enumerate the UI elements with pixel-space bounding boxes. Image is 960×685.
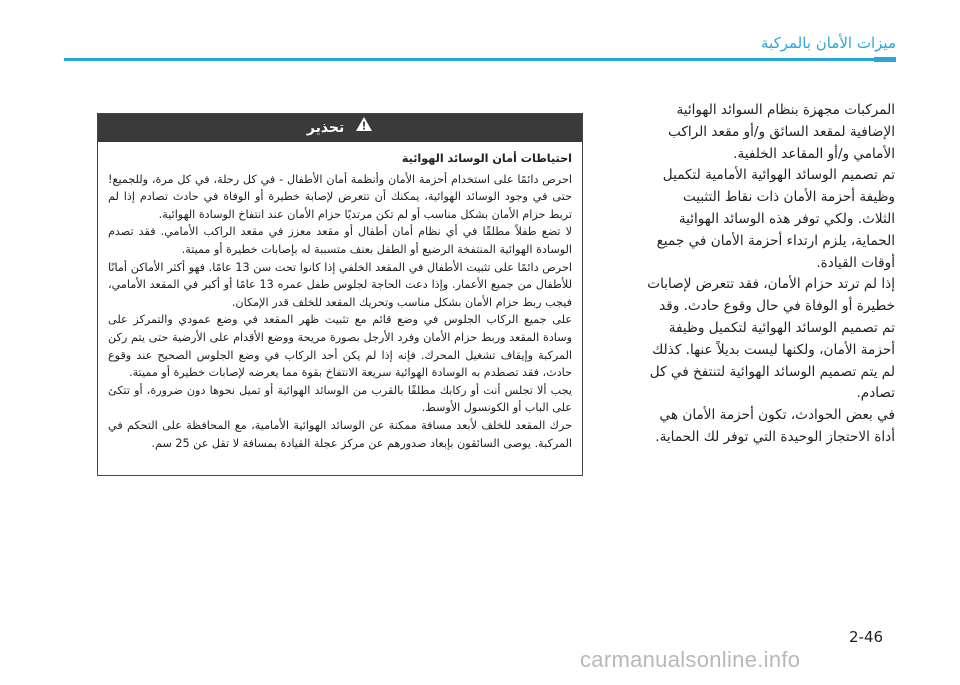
warning-paragraph: حرك المقعد للخلف لأبعد مسافة ممكنة عن الوسائد الهوائية الأمامية، مع المحافظة على التحكم في المركبة. يوصى السائقون بإبعاد صدورهم عن مركز عجلة القيادة بمسافة لا تقل عن 25 سم. <box>108 418 572 450</box>
header-divider-cap <box>874 57 896 62</box>
warning-paragraph: احرص دائمًا على تثبيت الأطفال في المقعد الخلفي إذا كانوا تحت سن 13 عامًا. فهو أكثر الأماكن أمانًا للأطفال من جميع الأعمار. وإذا دعت الحاجة لجلوس طفل عمره 13 عامًا أو أكبر في المقعد الأمامي، فيجب ربط حزام الأمان بشكل مناسب وتحريك المقعد للخلف قدر الإمكان. <box>108 260 573 309</box>
warning-box <box>97 113 583 476</box>
warning-heading: تحذير <box>306 120 345 136</box>
section-title: ميزات الأمان بالمركبة <box>761 34 896 52</box>
warning-paragraph: لا تضع طفلاً مطلقًا في أي نظام أمان أطفال أو مقعد معزز في مقعد الراكب الأمامي. فقد تصدم الوسادة الهوائية المنتفخة الرضيع أو الطفل بعنف متسببة له بإصابات خطيرة أو مميتة. <box>108 225 572 256</box>
header-divider <box>64 58 896 61</box>
page-number: 2-46 <box>849 628 884 646</box>
warning-paragraph: احرص دائمًا على استخدام أحزمة الأمان وأنظمة أمان الأطفال - في كل رحلة، في كل مرة، وللجميع! حتى في وجود الوسائد الهوائية، يمكنك أن تتعرض لإصابة خطيرة أو الوفاة في حادث تصادم إذا لم تربط حزام الأمان بشكل مناسب أو لم تكن مرتديًا حزام الأمان عند انتفاخ الوسادة الهوائية. <box>108 172 572 221</box>
warning-paragraph: على جميع الركاب الجلوس في وضع قائم مع تثبيت ظهر المقعد في وضع عمودي والتمركز على وسادة المقعد وربط حزام الأمان وفرد الأرجل بصورة مريحة ووضع الأقدام على الأرضية حتى يتم ركن المركبة وإيقاف تشغيل المحرك. فإنه إذا لم يكن أحد الركاب في وضع الجلوس الصحيح عند وقوع حادث، فقد تصطدم به الوسادة الهوائية سريعة الانتفاخ بقوة مما يعرضه لإصابات خطيرة أو مميتة. <box>108 313 572 380</box>
warning-paragraph: يجب ألا تجلس أنت أو ركابك مطلقًا بالقرب من الوسائد الهوائية أو تميل نحوها دون ضرورة، أو تتكئ على الباب أو الكونسول الأوسط. <box>108 383 572 415</box>
body-paragraph: تم تصميم الوسائد الهوائية الأمامية لتكميل وظيفة أحزمة الأمان ذات نقاط التثبيت الثلاث. ولكي توفر هذه الوسائد الهوائية الحماية، يلزم ارتداء أحزمة الأمان في جميع أوقات القيادة. <box>656 167 895 271</box>
warning-triangle-icon <box>355 114 373 142</box>
watermark: carmanualsonline.info <box>580 647 801 672</box>
warning-header <box>98 114 582 142</box>
body-text-column <box>645 100 895 449</box>
body-paragraph: في بعض الحوادث، تكون أحزمة الأمان هي أداة الاحتجاز الوحيدة التي توفر لك الحماية. <box>655 407 895 445</box>
body-paragraph: إذا لم ترتد حزام الأمان، فقد تتعرض لإصابات خطيرة أو الوفاة في حال وقوع حادث. وقد تم تصميم الوسائد الهوائية لتكميل وظيفة أحزمة الأمان، ولكنها ليست بديلاً عنها. كذلك لم يتم تصميم الوسائد الهوائية لتنتفخ في كل تصادم. <box>647 276 895 402</box>
warning-body <box>98 142 582 458</box>
warning-subtitle: احتياطات أمان الوسائد الهوائية <box>401 152 572 165</box>
body-paragraph: المركبات مجهزة بنظام السوائد الهوائية الإضافية لمقعد السائق و/أو مقعد الراكب الأمامي و/أو المقاعد الخلفية. <box>668 102 895 162</box>
